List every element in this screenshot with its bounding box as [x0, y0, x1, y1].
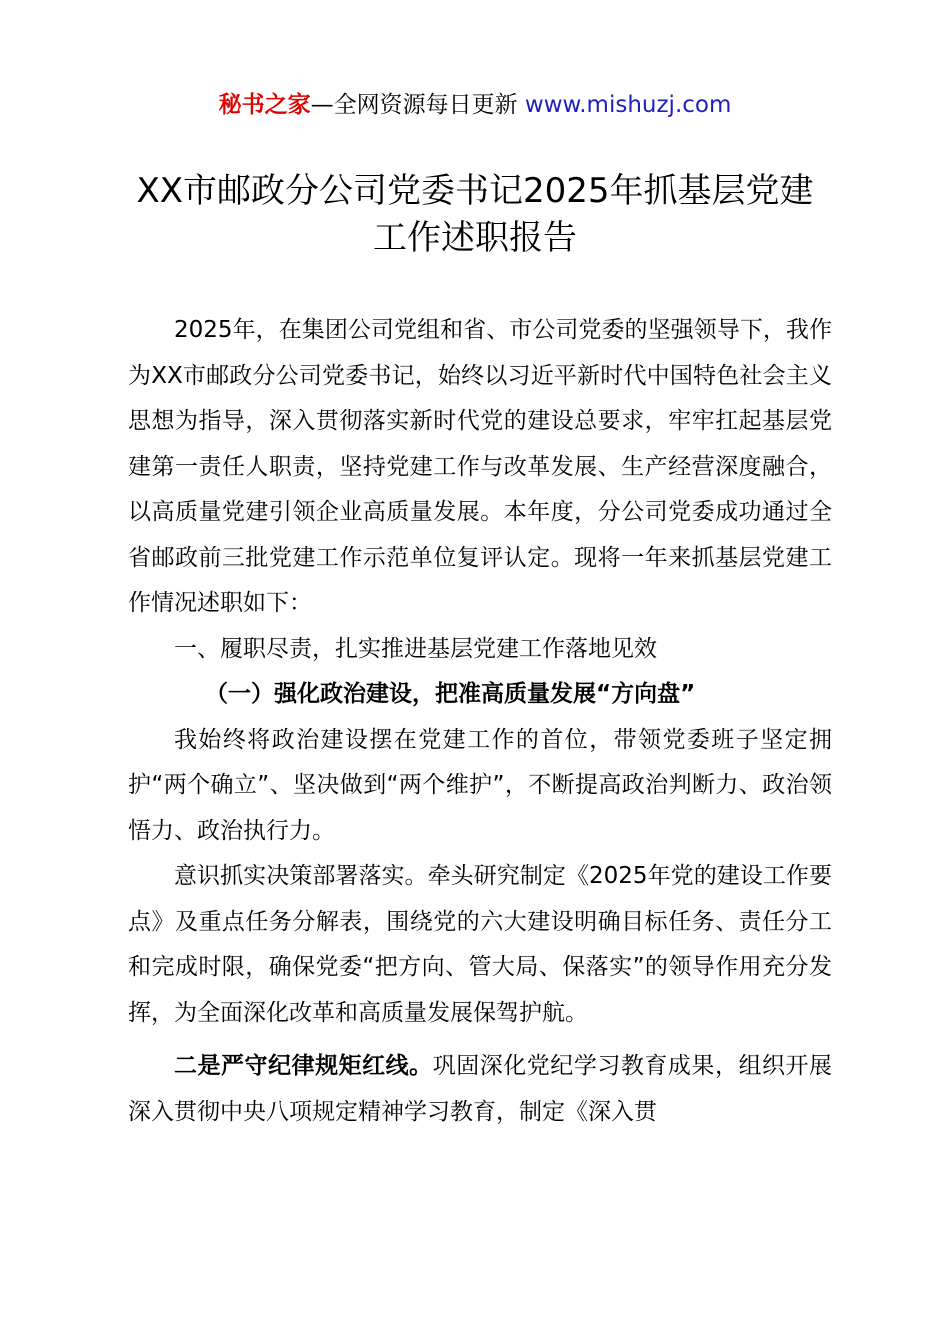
- site-header: [0, 88, 950, 122]
- paragraph-lead-bold: 二是严守纪律规矩红线。: [174, 1053, 433, 1079]
- document-body: [128, 308, 832, 1135]
- header-tagline: —全网资源每日更新: [310, 92, 525, 118]
- body-paragraph-2: 意识抓实决策部署落实。牵头研究制定《2025年党的建设工作要点》及重点任务分解表，围绕党的六大建设明确目标任务、责任分工和完成时限，确保党委“把方向、管大局、保落实”的领导作用充分发挥，为全面深化改革和高质量发展保驾护航。: [128, 863, 832, 1026]
- subsection-heading-1: （一）强化政治建设，把准高质量发展“方向盘”: [205, 681, 696, 707]
- intro-paragraph: 2025年，在集团公司党组和省、市公司党委的坚强领导下，我作为XX市邮政分公司党委书记，始终以习近平新时代中国特色社会主义思想为指导，深入贯彻落实新时代党的建设总要求，牢牢扛起基层党建第一责任人职责，坚持党建工作与改革发展、生产经营深度融合，以高质量党建引领企业高质量发展。本年度，分公司党委成功通过全省邮政前三批党建工作示范单位复评认定。现将一年来抓基层党建工作情况述职如下：: [128, 317, 832, 616]
- site-url-link[interactable]: www.mishuzj.com: [524, 92, 732, 118]
- brand-name: 秘书之家: [218, 92, 311, 118]
- section-heading-1: 一、履职尽责，扎实推进基层党建工作落地见效: [174, 635, 657, 662]
- body-paragraph-1: 我始终将政治建设摆在党建工作的首位，带领党委班子坚定拥护“两个确立”、坚决做到“两个维护”，不断提高政治判断力、政治领悟力、政治执行力。: [128, 726, 832, 844]
- document-title: XX市邮政分公司党委书记2025年抓基层党建工作述职报告: [136, 171, 814, 258]
- paragraph-rest: 巩固深化党纪学习教育成果，组织开展深入贯彻中央八项规定精神学习教育，制定《深入贯: [128, 1053, 833, 1125]
- body-paragraph-3: [128, 1044, 832, 1135]
